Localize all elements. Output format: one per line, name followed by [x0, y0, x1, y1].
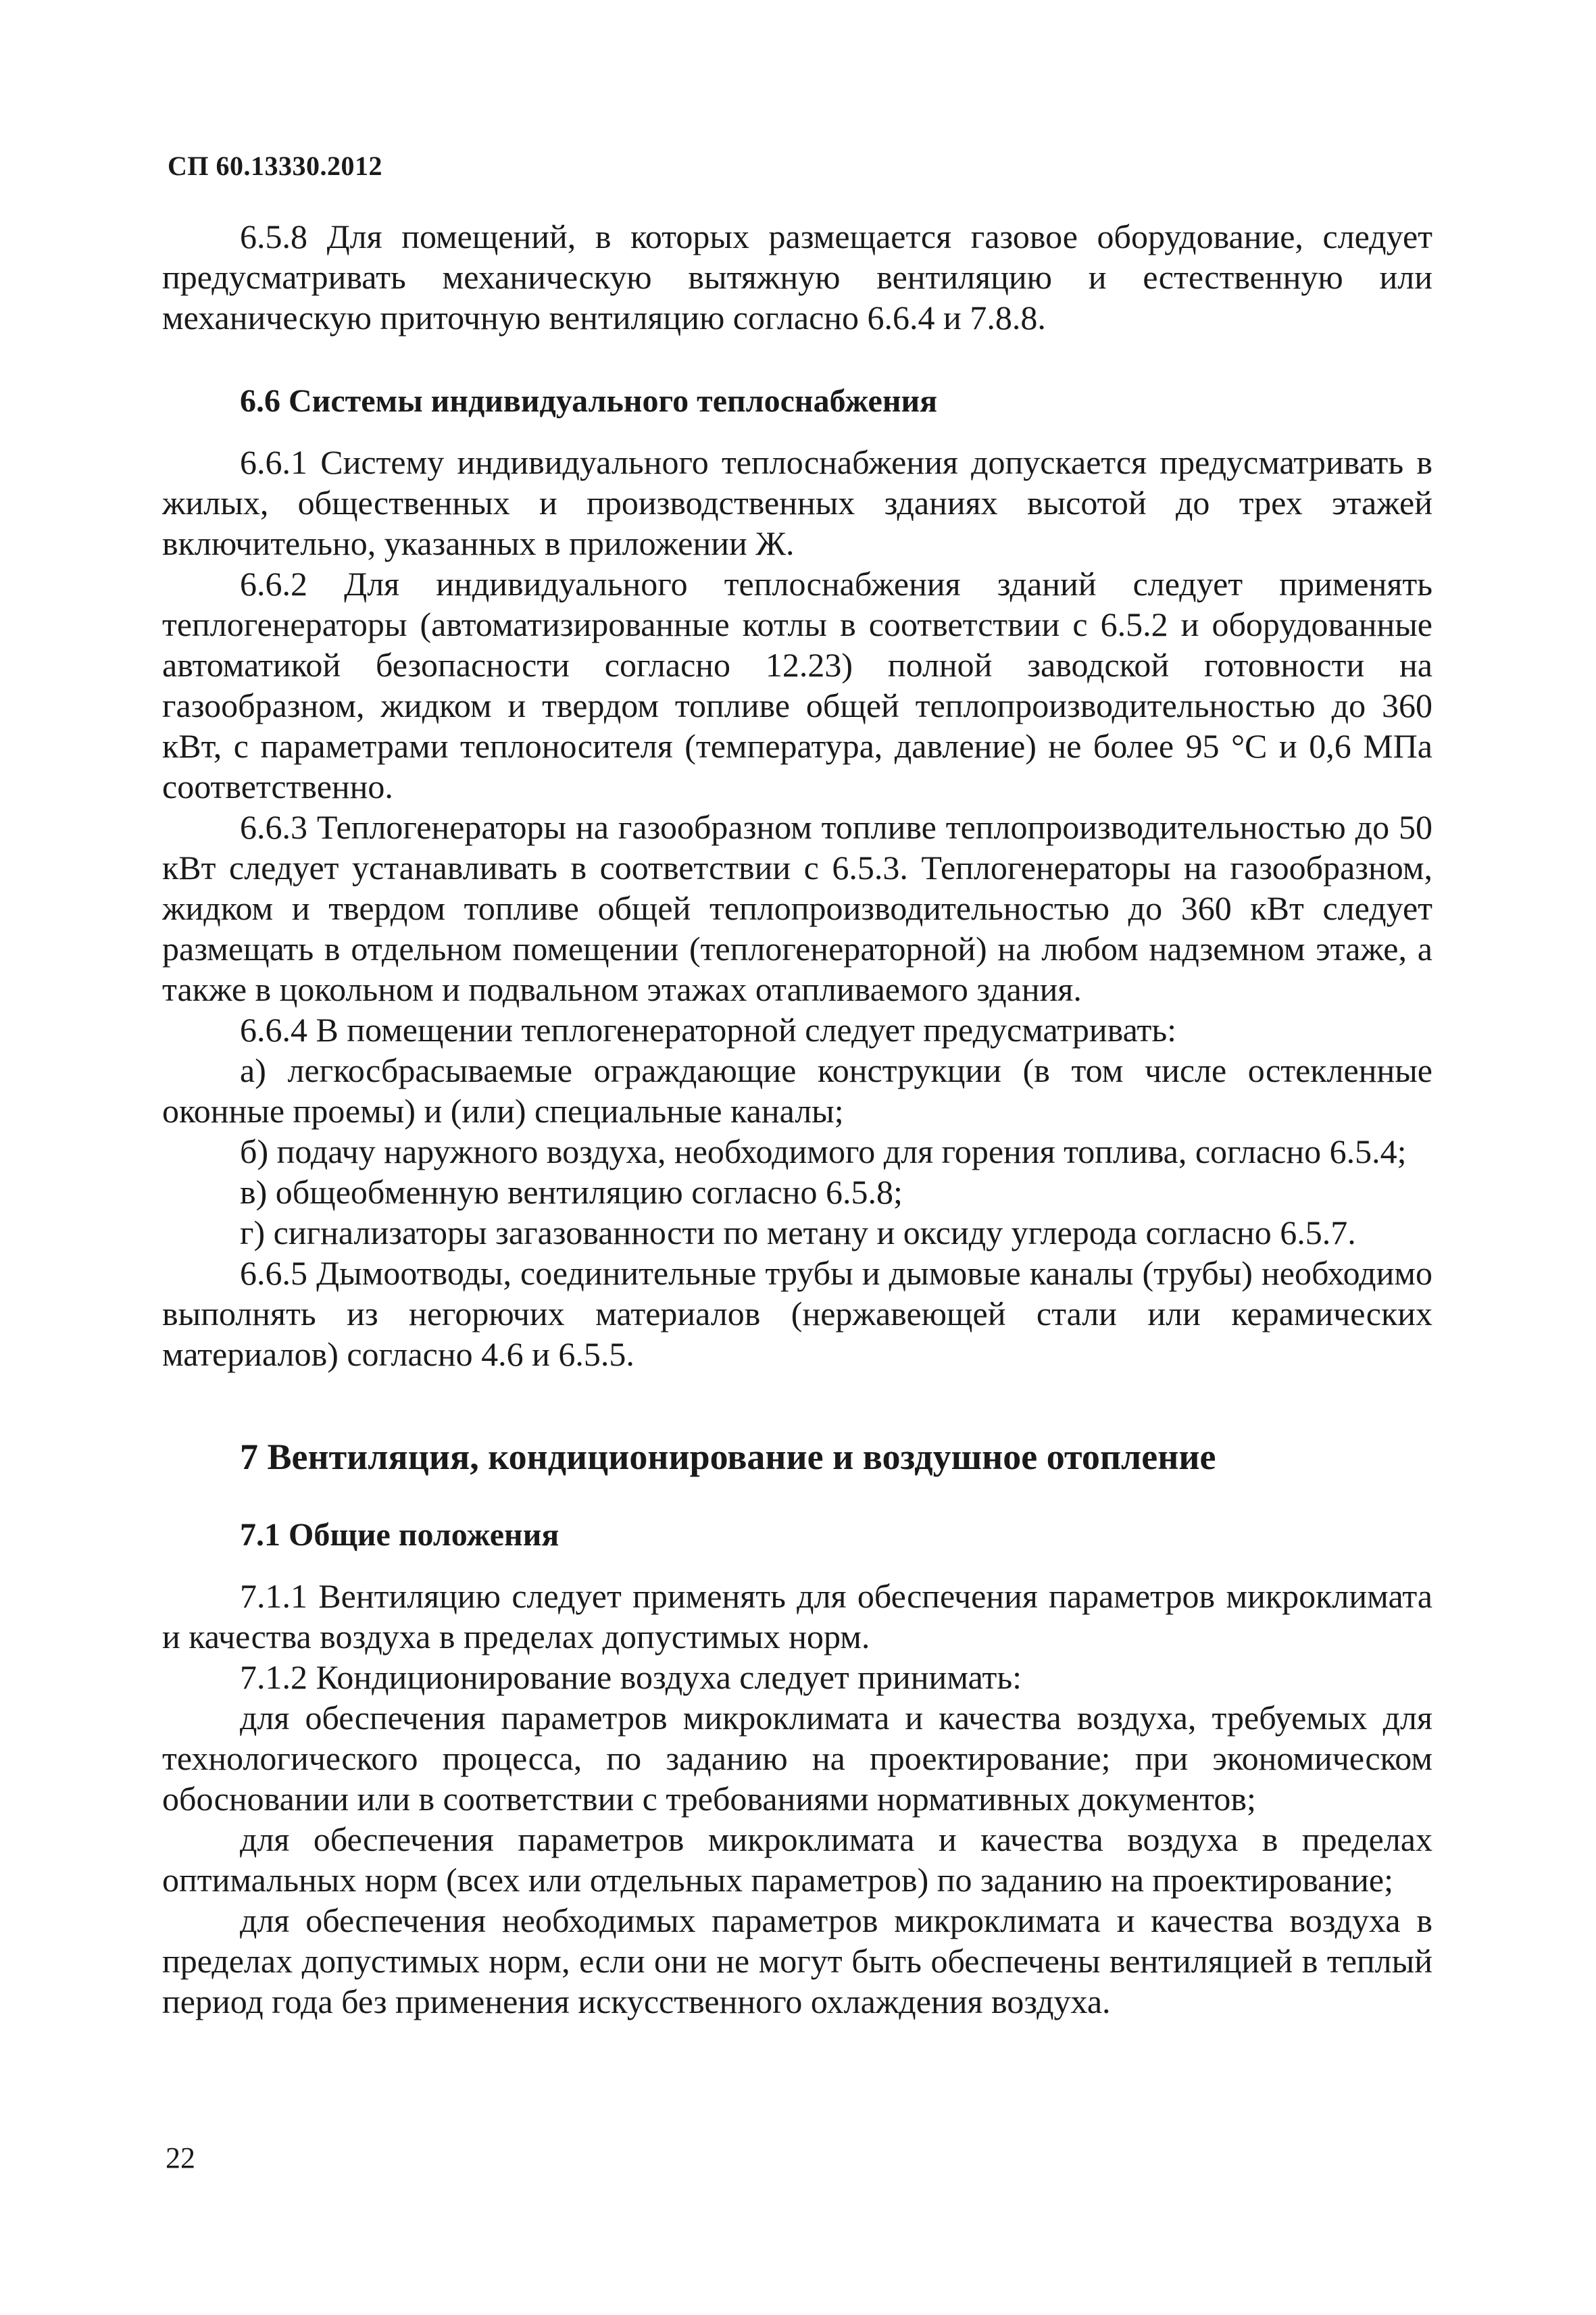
- list-item-a: а) легкосбрасываемые ограждающие конструкции (в том числе остекленные оконные проемы) и (или) специальные каналы;: [162, 1051, 1432, 1130]
- paragraph-6-6-1: 6.6.1 Систему индивидуального теплоснабжения допускается предусматривать в жилых, общественных и производственных зданиях высотой до трех этажей включительно, указанных в приложении Ж.: [162, 443, 1432, 562]
- paragraph-7-1-2: 7.1.2 Кондиционирование воздуха следует принимать:: [240, 1658, 1022, 1696]
- heading-section-7: 7 Вентиляция, кондиционирование и воздушное отопление: [240, 1437, 1216, 1477]
- paragraph-7-1-2-item-1: для обеспечения параметров микроклимата и качества воздуха, требуемых для технологического процесса, по заданию на проектирование; при экономическом обосновании или в соответствии с требованиями нормативных документов;: [162, 1699, 1432, 1818]
- list-item-b: б) подачу наружного воздуха, необходимого для горения топлива, согласно 6.5.4;: [240, 1132, 1407, 1170]
- paragraph-6-6-5: 6.6.5 Дымоотводы, соединительные трубы и дымовые каналы (трубы) необходимо выполнять из негорючих материалов (нержавеющей стали или керамических материалов) согласно 4.6 и 6.5.5.: [162, 1254, 1432, 1373]
- paragraph-7-1-2-item-2: для обеспечения параметров микроклимата и качества воздуха в пределах оптимальных норм (всех или отдельных параметров) по заданию на проектирование;: [162, 1820, 1432, 1899]
- paragraph-6-6-4: 6.6.4 В помещении теплогенераторной следует предусматривать:: [240, 1011, 1177, 1049]
- paragraph-6-6-2: 6.6.2 Для индивидуального теплоснабжения зданий следует применять теплогенераторы (автоматизированные котлы в соответствии с 6.5.2 и оборудованные автоматикой безопасности согласно 12.23) полной заводской готовности на газообразном, жидком и твердом топливе общей теплопроизводительностью до 360 кВт, с параметрами теплоносителя (температура, давление) не более 95 °С и 0,6 МПа соответственно.: [162, 565, 1432, 805]
- paragraph-6-5-8: 6.5.8 Для помещений, в которых размещается газовое оборудование, следует предусматривать механическую вытяжную вентиляцию и естественную или механическую приточную вентиляцию согласно 6.6.4 и 7.8.8.: [162, 218, 1432, 337]
- list-item-g: г) сигнализаторы загазованности по метану и оксиду углерода согласно 6.5.7.: [240, 1214, 1356, 1251]
- document-code: СП 60.13330.2012: [168, 151, 382, 181]
- list-item-v: в) общеобменную вентиляцию согласно 6.5.8;: [240, 1173, 903, 1211]
- page-content: [162, 216, 1432, 2022]
- paragraph-7-1-1: 7.1.1 Вентиляцию следует применять для обеспечения параметров микроклимата и качества воздуха в пределах допустимых норм.: [162, 1577, 1432, 1656]
- paragraph-6-6-3: 6.6.3 Теплогенераторы на газообразном топливе теплопроизводительностью до 50 кВт следует устанавливать в соответствии с 6.5.3. Теплогенераторы на газообразном, жидком и твердом топливе общей теплопроизводительностью до 360 кВт следует размещать в отдельном помещении (теплогенераторной) на любом надземном этаже, а также в цокольном и подвальном этажах отапливаемого здания.: [162, 808, 1432, 1008]
- page-number: 22: [166, 2141, 195, 2174]
- heading-7-1: 7.1 Общие положения: [240, 1517, 559, 1553]
- heading-6-6: 6.6 Системы индивидуального теплоснабжения: [240, 383, 938, 419]
- paragraph-7-1-2-item-3: для обеспечения необходимых параметров микроклимата и качества воздуха в пределах допустимых норм, если они не могут быть обеспечены вентиляцией в теплый период года без применения искусственного охлаждения воздуха.: [162, 1901, 1432, 2020]
